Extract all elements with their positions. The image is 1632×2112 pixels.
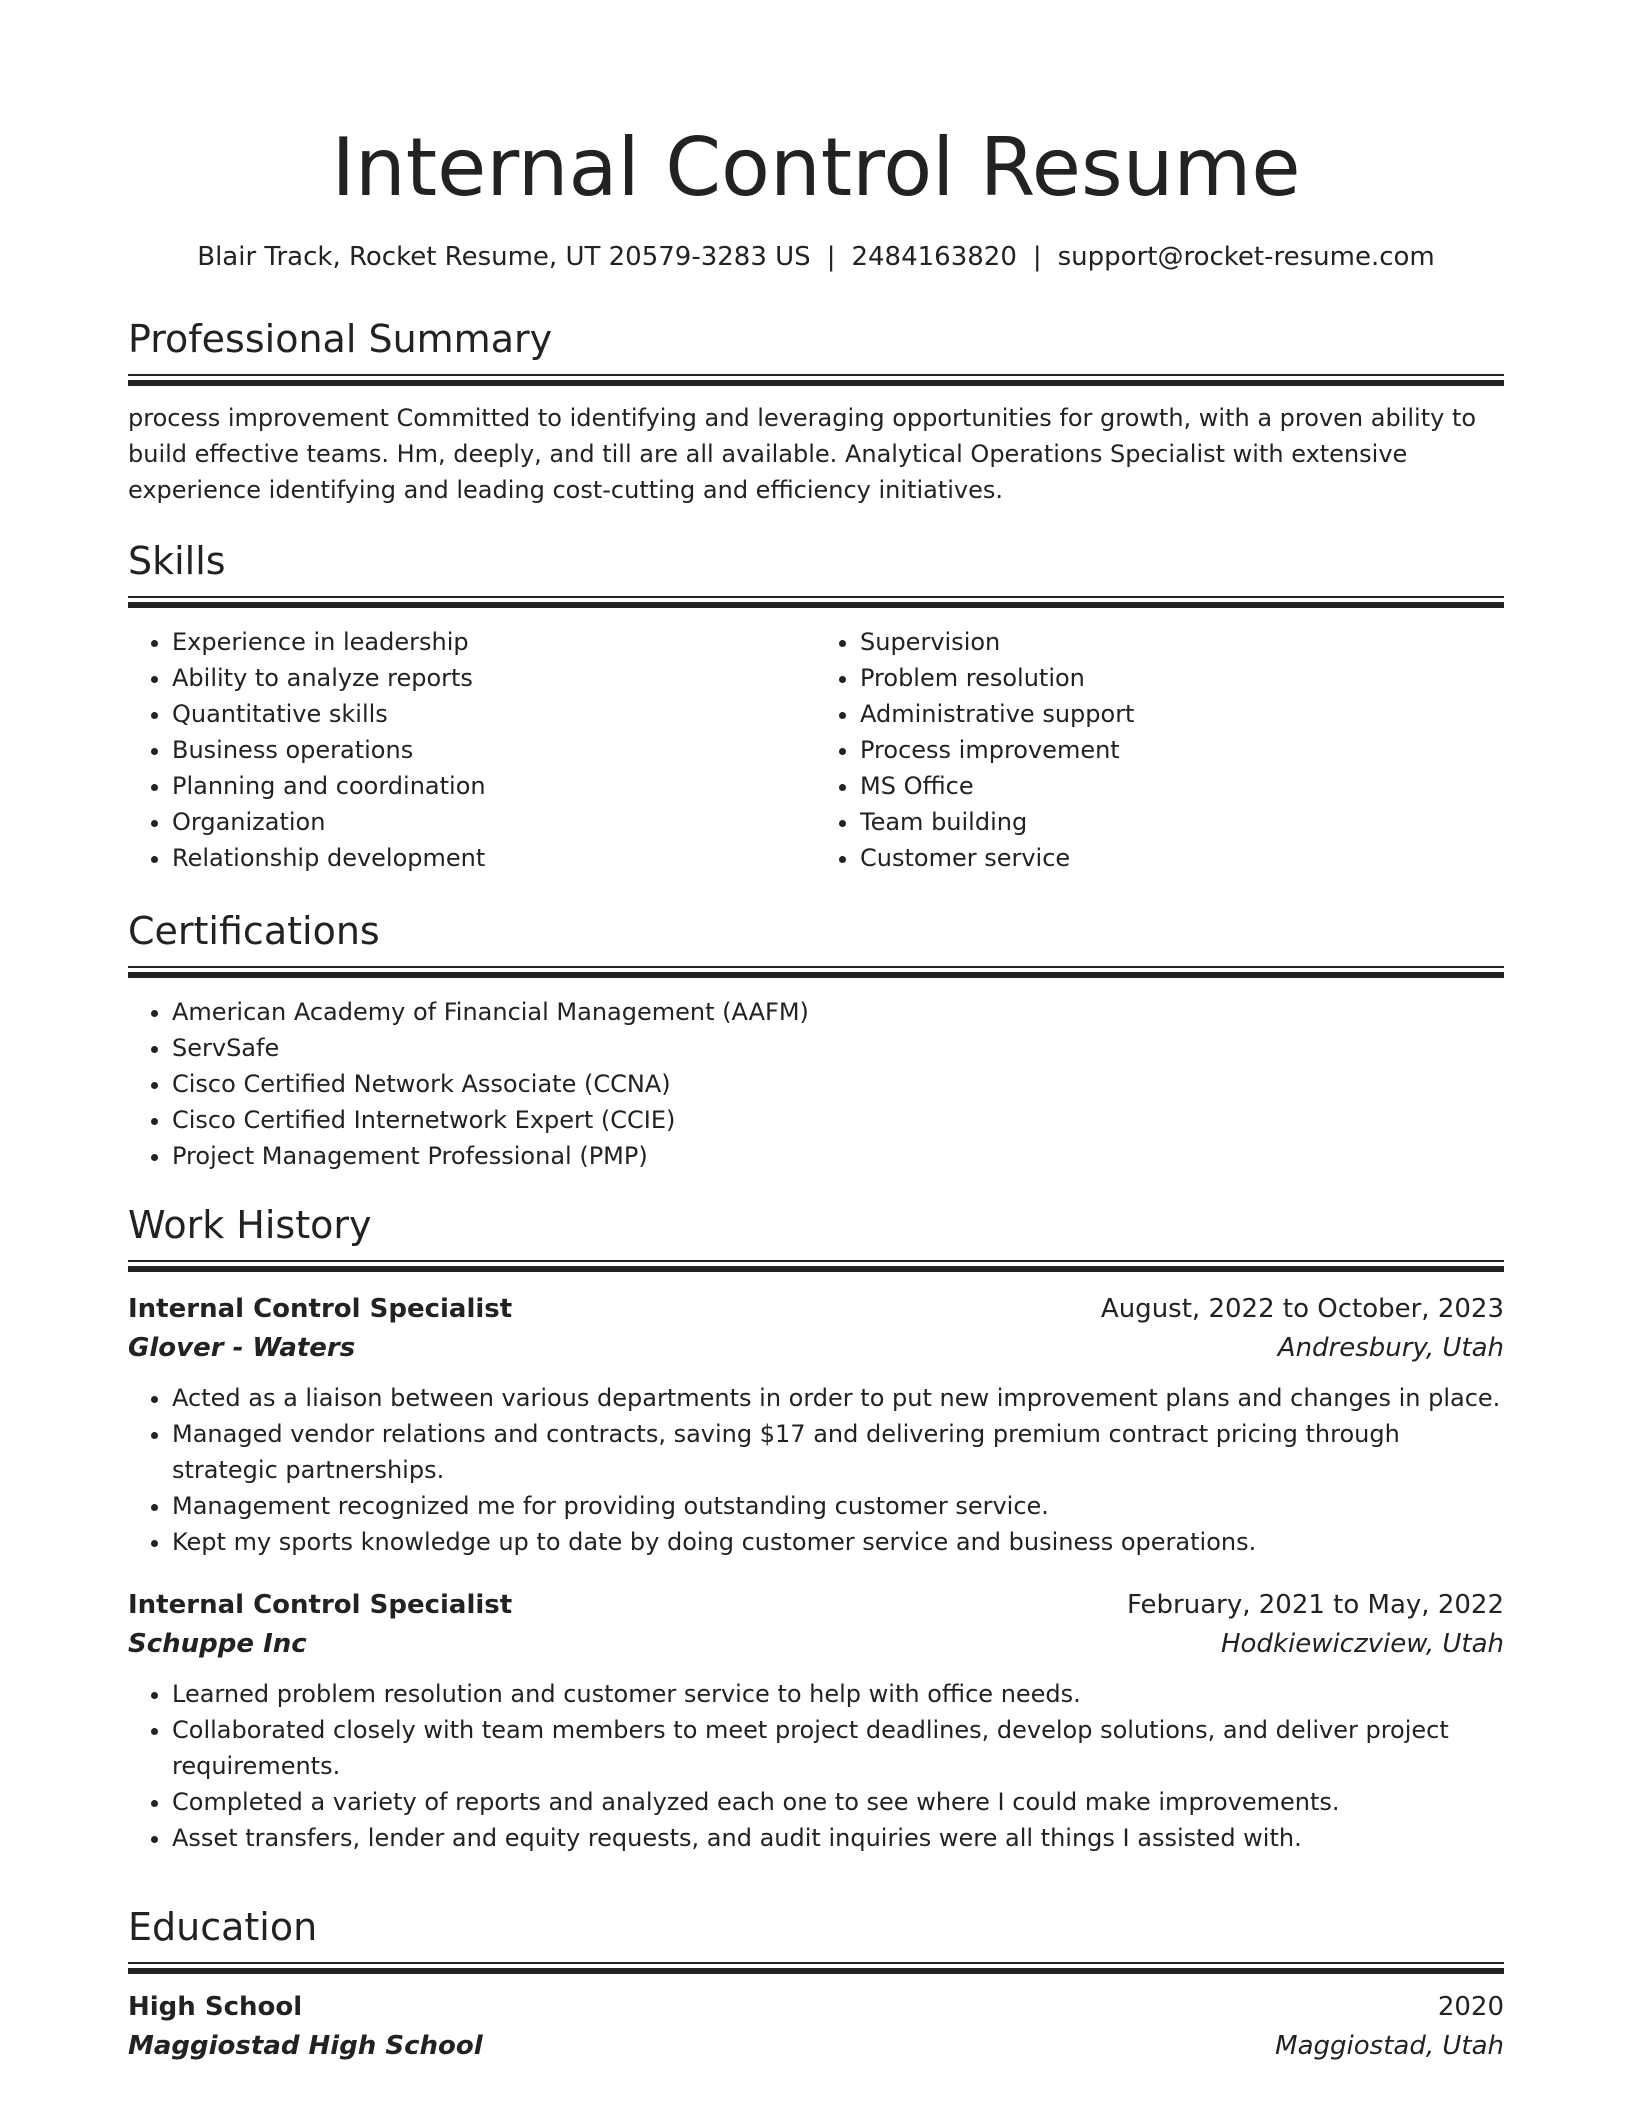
contact-email: support@rocket-resume.com	[1057, 242, 1435, 272]
education-section	[128, 1902, 1504, 2066]
job-company: Schuppe Inc	[128, 1629, 307, 1659]
skills-heading: Skills	[128, 539, 226, 583]
skill-item: • Quantitative skills	[172, 696, 816, 732]
contact-line	[0, 240, 1632, 274]
heading-rule	[128, 374, 1504, 376]
contact-separator: |	[826, 242, 836, 272]
certifications-section	[128, 906, 1504, 1174]
heading-rule	[128, 1962, 1504, 1964]
certification-item: • Cisco Certified Internetwork Expert (CCIE)	[172, 1102, 1504, 1138]
certifications-heading: Certifications	[128, 909, 380, 953]
job-company: Glover - Waters	[128, 1333, 356, 1363]
job-bullet: • Learned problem resolution and customer service to help with office needs.	[172, 1676, 1504, 1712]
job-bullets	[128, 1676, 1504, 1856]
job-header	[128, 1290, 1504, 1328]
job-dates: February, 2021 to May, 2022	[1127, 1590, 1504, 1620]
heading-rule	[128, 596, 1504, 598]
skill-item: • Organization	[172, 804, 816, 840]
job-entry	[128, 1586, 1504, 1856]
education-entry	[128, 1988, 1504, 2066]
skill-item: • Ability to analyze reports	[172, 660, 816, 696]
heading-rule	[128, 1968, 1504, 1974]
education-year: 2020	[1437, 1992, 1504, 2022]
heading-rule	[128, 1266, 1504, 1272]
skill-item: • Problem resolution	[860, 660, 1504, 696]
heading-rule	[128, 602, 1504, 608]
job-bullet: • Collaborated closely with team members to meet project deadlines, develop solutions, and deliver project requirements.	[172, 1712, 1504, 1784]
work-heading: Work History	[128, 1203, 372, 1247]
skill-item: • Process improvement	[860, 732, 1504, 768]
job-location: Andresbury, Utah	[1277, 1333, 1504, 1363]
heading-rule	[128, 966, 1504, 968]
skill-item: • MS Office	[860, 768, 1504, 804]
skill-item: • Administrative support	[860, 696, 1504, 732]
contact-phone: 2484163820	[851, 242, 1017, 272]
certification-item: • Cisco Certified Network Associate (CCNA)	[172, 1066, 1504, 1102]
education-heading: Education	[128, 1905, 318, 1949]
contact-address: Blair Track, Rocket Resume, UT 20579-3283 US	[197, 242, 811, 272]
job-subheader	[128, 1328, 1504, 1368]
summary-text: process improvement Committed to identifying and leveraging opportunities for growth, with a proven ability to build effective teams. Hm, deeply, and till are all available. Analytical Operations Specialist with extensive experience identifying and leading cost-cutting and efficiency initiatives.	[128, 404, 1477, 504]
skill-item: • Supervision	[860, 624, 1504, 660]
job-bullet: • Completed a variety of reports and analyzed each one to see where I could make improvements.	[172, 1784, 1504, 1820]
certification-item: • American Academy of Financial Management (AAFM)	[172, 994, 1504, 1030]
job-bullet: • Asset transfers, lender and equity requests, and audit inquiries were all things I assisted with.	[172, 1820, 1504, 1856]
job-entry	[128, 1290, 1504, 1560]
skill-item: • Experience in leadership	[172, 624, 816, 660]
heading-rule	[128, 380, 1504, 386]
education-subheader	[128, 2026, 1504, 2066]
heading-rule	[128, 1260, 1504, 1262]
summary-heading: Professional Summary	[128, 317, 553, 361]
job-bullet: • Acted as a liaison between various departments in order to put new improvement plans and changes in place.	[172, 1380, 1504, 1416]
skill-item: • Planning and coordination	[172, 768, 816, 804]
skills-columns	[128, 624, 1504, 876]
skills-right-list	[816, 624, 1504, 876]
job-bullet: • Kept my sports knowledge up to date by doing customer service and business operations.	[172, 1524, 1504, 1560]
work-section	[128, 1200, 1504, 1856]
job-title: Internal Control Specialist	[128, 1294, 513, 1324]
job-header	[128, 1586, 1504, 1624]
job-dates: August, 2022 to October, 2023	[1100, 1294, 1504, 1324]
skills-left-list	[128, 624, 816, 876]
skill-item: • Customer service	[860, 840, 1504, 876]
job-location: Hodkiewiczview, Utah	[1220, 1629, 1504, 1659]
certification-item: • Project Management Professional (PMP)	[172, 1138, 1504, 1174]
summary-section	[128, 314, 1504, 508]
contact-separator: |	[1032, 242, 1042, 272]
certification-item: • ServSafe	[172, 1030, 1504, 1066]
education-header	[128, 1988, 1504, 2026]
heading-rule	[128, 972, 1504, 978]
education-degree: High School	[128, 1992, 303, 2022]
skill-item: • Business operations	[172, 732, 816, 768]
job-subheader	[128, 1624, 1504, 1664]
certifications-list	[128, 994, 1504, 1174]
job-bullets	[128, 1380, 1504, 1560]
job-bullet: • Management recognized me for providing outstanding customer service.	[172, 1488, 1504, 1524]
resume-title: Internal Control Resume	[331, 121, 1301, 214]
skill-item: • Relationship development	[172, 840, 816, 876]
education-location: Maggiostad, Utah	[1275, 2031, 1504, 2061]
job-title: Internal Control Specialist	[128, 1590, 513, 1620]
skills-section	[128, 536, 1504, 876]
skill-item: • Team building	[860, 804, 1504, 840]
education-school: Maggiostad High School	[128, 2031, 483, 2061]
job-bullet: • Managed vendor relations and contracts, saving $17 and delivering premium contract pricing through strategic partnerships.	[172, 1416, 1504, 1488]
